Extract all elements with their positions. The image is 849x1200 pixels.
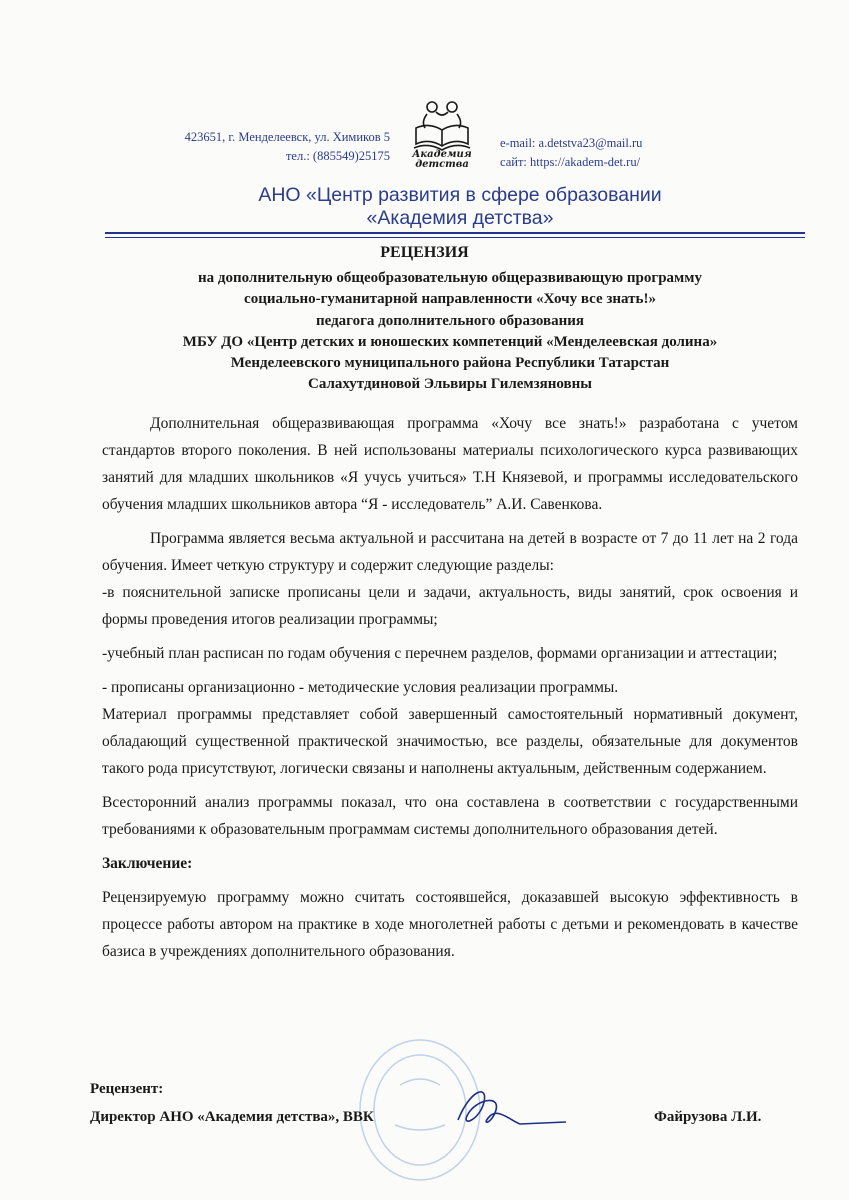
email: e-mail: a.detstva23@mail.ru: [500, 136, 643, 150]
document-title: РЕЦЕНЗИЯ: [380, 244, 469, 261]
letterhead-divider: [105, 232, 805, 234]
phone: тел.: (885549)25175: [285, 149, 390, 163]
letterhead-divider-thin: [105, 237, 805, 238]
document-subtitle: на дополнительную общеобразовательную общеразвивающую программу социально-гуманитарной направленности «Хочу все знать!» педагога дополнительного образования МБУ ДО «Центр детских и юношеских компетенций «Менделеевская долина» Менделеевского муниципального района Республики Татарстан Салахутдиновой Эльвиры Гилемзяновны: [182, 270, 718, 393]
paragraph: Материал программы представляет собой завершенный самостоятельный нормативный документ, обладающий существенной практической значимостью, все разделы, обязательные для документов такого рода присутствуют, логически связаны и наполнены актуальным, действенным содержанием.: [102, 706, 798, 777]
organization-name: АНО «Центр развития в сфере образовании «Академия детства»: [258, 184, 662, 229]
list-item: -в пояснительной записке прописаны цели и задачи, актуальность, виды занятий, срок освоения и формы проведения итогов реализации программы;: [102, 584, 798, 628]
conclusion-text: Рецензируемую программу можно считать состоявшейся, доказавшей высокую эффективность в процессе работы автором на практике в ходе многолетней работы с детьми и рекомендовать в качестве базиса в учреждениях дополнительного образования.: [102, 889, 798, 960]
reviewer-name: Файрузова Л.И.: [654, 1109, 762, 1125]
list-item: -учебный план расписан по годам обучения с перечнем разделов, формами организации и аттестации;: [102, 645, 778, 662]
letterhead-contacts-right: [500, 134, 700, 172]
review-body: [102, 410, 798, 965]
conclusion-heading: Заключение:: [102, 855, 193, 872]
logo-caption: Академия детства: [412, 149, 472, 170]
website: сайт: https://akadem-det.ru/: [500, 155, 641, 169]
reviewer-position: Директор АНО «Академия детства», ВВК: [90, 1109, 374, 1125]
reviewer-role: Рецензент:: [90, 1081, 164, 1097]
paragraph: Дополнительная общеразвивающая программа «Хочу все знать!» разработана с учетом стандартов второго поколения. В ней использованы материалы психологического курса развивающих занятий для младших школьников «Я учусь учиться» Т.Н Князевой, и программы исследовательского обучения младших школьников автора “Я - исследователь” А.И. Савенкова.: [102, 415, 798, 513]
paragraph: Всесторонний анализ программы показал, что она составлена в соответствии с государственными требованиями к образовательным программам системы дополнительного образования детей.: [102, 794, 798, 838]
list-item: - прописаны организационно - методические условия реализации программы.: [102, 679, 619, 696]
paragraph: Программа является весьма актуальной и рассчитана на детей в возрасте от 7 до 11 лет на 2 года обучения. Имеет четкую структуру и содержит следующие разделы:: [102, 530, 798, 574]
address: 423651, г. Менделеевск, ул. Химиков 5: [184, 130, 390, 144]
letterhead-contacts-left: [165, 128, 390, 166]
